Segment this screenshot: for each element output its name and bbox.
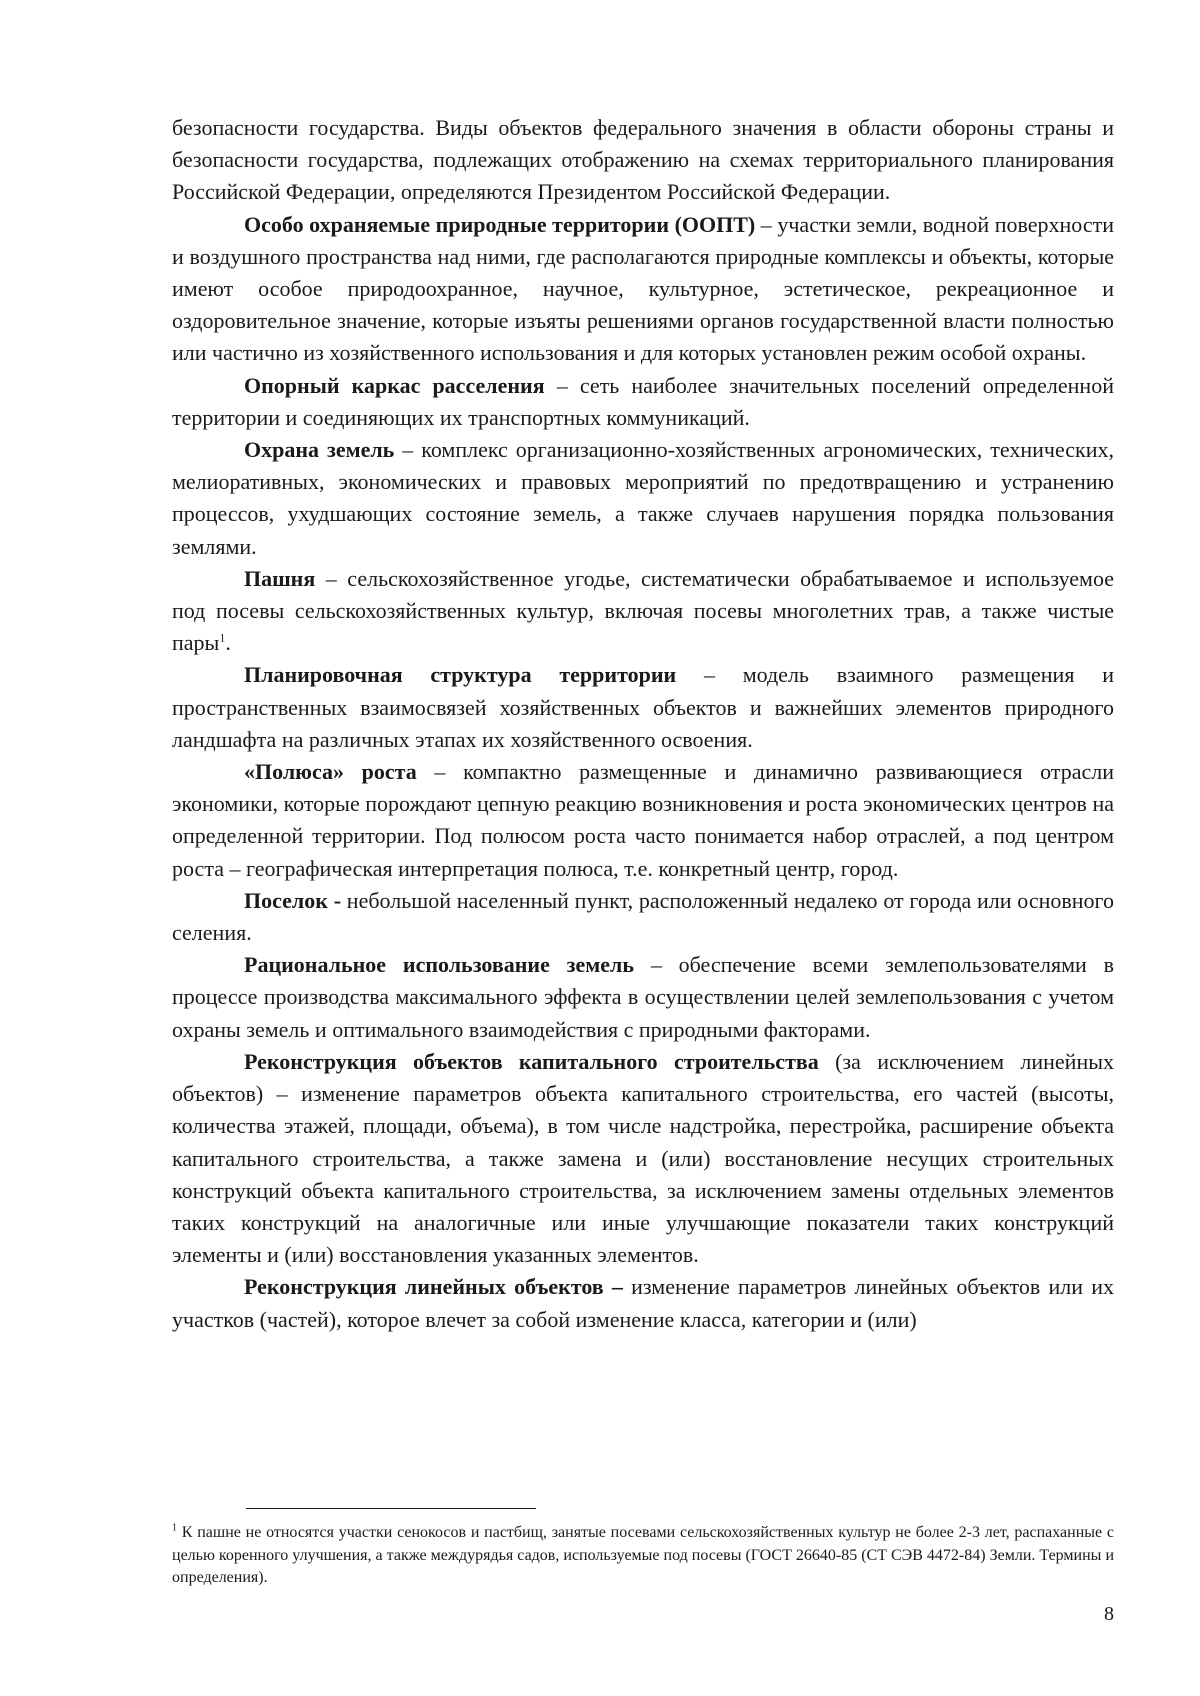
definition-village [172,885,1114,949]
definition-text: – комплекс организационно-хозяйственных агрономических, технических, мелиоративных, экономических и правовых мероприятий по предотвращению и устранению процессов, ухудшающих состояние земель, а также случаев нарушения порядка пользования землями. [172,437,1114,559]
definition-text: – сеть наиболее значительных поселений определенной территории и соединяющих их транспортных коммуникаций. [172,372,1114,430]
definition-term: Планировочная структура территории [244,662,677,688]
footnote-reference[interactable]: 1 [219,630,226,645]
definition-text: – обеспечение всеми землепользователями в процессе производства максимального эффекта в осуществлении целей землепользования с учетом охраны земель и оптимального взаимодействия с природными факторами. [172,952,1114,1042]
footnote-text: К пашне не относятся участки сенокосов и пастбищ, занятые посевами сельскохозяйственных культур не более 2-3 лет, распаханные с целью коренного улучшения, а также междурядья садов, используемые под посевы (ГОСТ 26640-85 (СТ СЭВ 4472-84) Земли. Термины и определения). [172,1524,1114,1586]
definition-text: небольшой населенный пункт, расположенный недалеко от города или основного селения. [172,887,1114,946]
definition-oopt [172,209,1114,370]
definition-term: Рациональное использование земель [244,952,635,978]
definition-term: Пашня [244,565,316,591]
definition-term: Реконструкция объектов капитального строительства [244,1048,819,1074]
paragraph-text: безопасности государства. Виды объектов федерального значения в области обороны страны и безопасности государства, подлежащих отображению на схемах территориального планирования Российской Федерации, определяются Президентом Российской Федерации. [172,115,1114,205]
definition-text: – модель взаимного размещения и пространственных взаимосвязей хозяйственных объектов и важнейших элементов природного ландшафта на различных этапах их хозяйственного освоения. [172,662,1114,752]
paragraph-continuation [172,112,1114,209]
definition-text-end: . [225,630,231,656]
page-number: 8 [1104,1603,1114,1625]
definition-settlement-framework [172,370,1114,434]
footnote [172,1522,1114,1590]
definition-text: – сельскохозяйственное угодье, систематически обрабатываемое и используемое под посевы сельскохозяйственных культур, включая посевы многолетних трав, а также чистые пары [172,565,1114,656]
definition-planning-structure [172,659,1114,756]
definition-rational-land-use [172,949,1114,1046]
definition-text: – участки земли, водной поверхности и воздушного пространства над ними, где располагаются природные комплексы и объекты, которые имеют особое природоохранное, научное, культурное, эстетическое, рекреационное и оздоровительное значение, которые изъяты решениями органов государственной власти полностью или частично из хозяйственного использования и для которых установлен режим особой охраны. [172,211,1114,366]
definition-term: Опорный каркас расселения [244,372,545,398]
definition-text: (за исключением линейных объектов) – изменение параметров объекта капитального строительства, его частей (высоты, количества этажей, площади, объема), в том числе надстройка, перестройка, расширение объекта капитального строительства, а также замена и (или) восстановление несущих строительных конструкций объекта капитального строительства, за исключением замены отдельных элементов таких конструкций на аналогичные или иные улучшающие показатели таких конструкций элементы и (или) восстановления указанных элементов. [172,1048,1115,1268]
definition-growth-poles [172,756,1114,885]
definition-text: – компактно размещенные и динамично развивающиеся отрасли экономики, которые порождают цепную реакцию возникновения и роста экономических центров на определенной территории. Под полюсом роста часто понимается набор отраслей, а под центром роста – географическая интерпретация полюса, т.е. конкретный центр, город. [172,759,1114,881]
definition-capital-reconstruction [172,1046,1114,1271]
definition-arable-land [172,563,1114,660]
definition-term: Реконструкция линейных объектов – [244,1274,623,1300]
definition-term: Поселок - [244,887,342,913]
definition-land-protection [172,434,1114,563]
definition-term: Охрана земель [244,437,395,463]
definition-text: изменение параметров линейных объектов или их участков (частей), которое влечет за собой изменение класса, категории и (или) [172,1274,1115,1332]
footnote-separator [246,1508,536,1509]
body-text [172,112,1114,1336]
definition-term: «Полюса» роста [244,759,417,785]
footnote-marker: 1 [172,1522,177,1534]
definition-linear-reconstruction [172,1271,1114,1335]
definition-term: Особо охраняемые природные территории (ООПТ) [244,211,756,237]
